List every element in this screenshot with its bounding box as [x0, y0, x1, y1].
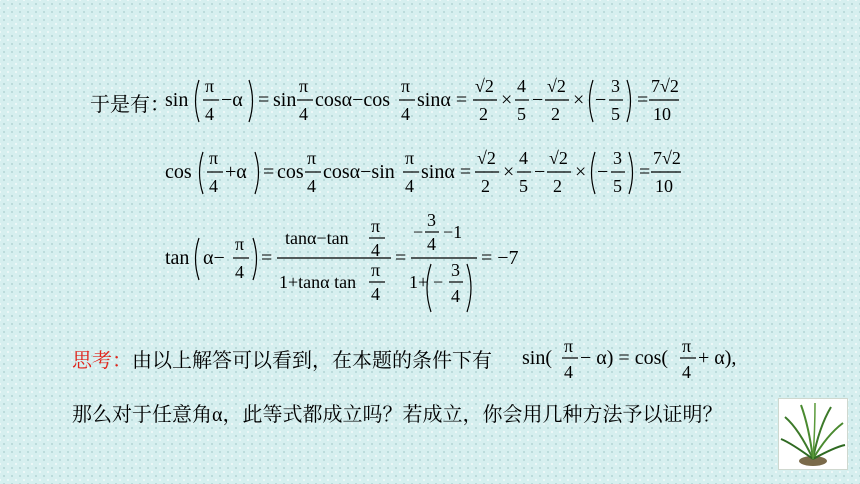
- eq1-pi3: π: [401, 76, 411, 96]
- svg-text:10: 10: [655, 176, 673, 196]
- svg-text:cosα−cos: cosα−cos: [315, 89, 391, 111]
- think-line-2: 那么对于任意角α，此等式都成立吗？若成立，你会用几种方法予以证明？: [72, 404, 723, 426]
- intro-label: 于是有：: [90, 94, 170, 116]
- svg-text:sinα =: sinα =: [417, 89, 468, 111]
- eq3-minus-one: −1: [443, 222, 463, 242]
- svg-text:4: 4: [371, 240, 380, 260]
- eq1-sqrt2b: √2: [547, 76, 566, 96]
- svg-text:+α: +α: [225, 161, 247, 183]
- svg-text:4: 4: [517, 76, 526, 96]
- svg-text:√2: √2: [477, 148, 496, 168]
- svg-text:2: 2: [481, 176, 490, 196]
- svg-text:×: ×: [573, 89, 585, 111]
- eq3-denominator: 1+tanα tan: [279, 272, 357, 292]
- svg-text:5: 5: [519, 176, 528, 196]
- svg-text:−α: −α: [221, 89, 243, 111]
- eq3-one-plus: 1+: [409, 272, 429, 292]
- equation-tan: [165, 208, 545, 323]
- svg-text:=: =: [395, 247, 407, 269]
- svg-text:−: −: [595, 89, 607, 111]
- svg-text:π: π: [209, 148, 219, 168]
- svg-text:π: π: [307, 148, 317, 168]
- svg-text:5: 5: [613, 176, 622, 196]
- eq1-sin1: sin: [273, 89, 297, 111]
- svg-text:α−: α−: [203, 247, 225, 269]
- eq1-pi2: π: [299, 76, 309, 96]
- svg-text:π: π: [564, 336, 574, 356]
- think-formula: [522, 338, 752, 391]
- svg-text:4: 4: [519, 148, 528, 168]
- svg-text:×: ×: [503, 161, 515, 183]
- think-formula-right: + α),: [698, 347, 737, 369]
- svg-text:cosα−sin: cosα−sin: [323, 161, 395, 183]
- svg-text:=: =: [263, 161, 275, 183]
- svg-text:√2: √2: [549, 148, 568, 168]
- svg-text:3: 3: [451, 260, 460, 280]
- equation-cos: [165, 142, 705, 207]
- eq1-twob: 2: [551, 104, 560, 124]
- svg-text:×: ×: [501, 89, 513, 111]
- svg-text:π: π: [371, 216, 381, 236]
- eq1-four3: 4: [401, 104, 410, 124]
- svg-text:4: 4: [405, 176, 414, 196]
- svg-text:π: π: [682, 336, 692, 356]
- svg-text:tanα−tan: tanα−tan: [285, 228, 349, 248]
- svg-text:sinα =: sinα =: [421, 161, 472, 183]
- orchid-plant-image: [778, 398, 848, 470]
- svg-text:π: π: [405, 148, 415, 168]
- eq1-pi: π: [205, 76, 215, 96]
- svg-text:π: π: [235, 234, 245, 254]
- svg-text:=: =: [261, 247, 273, 269]
- eq1-two: 2: [479, 104, 488, 124]
- svg-text:=: =: [639, 161, 651, 183]
- svg-text:−: −: [413, 222, 424, 242]
- svg-text:−: −: [534, 161, 546, 183]
- eq1-result-den: 10: [653, 104, 671, 124]
- eq2-cos1: cos: [277, 161, 304, 183]
- svg-text:×: ×: [575, 161, 587, 183]
- svg-text:−: −: [433, 272, 444, 292]
- eq1-fiveb: 5: [611, 104, 620, 124]
- think-formula-mid: − α) = cos(: [580, 347, 669, 369]
- svg-text:3: 3: [427, 210, 436, 230]
- eq1-four2: 4: [299, 104, 308, 124]
- svg-text:4: 4: [564, 362, 573, 382]
- svg-text:4: 4: [427, 234, 436, 254]
- svg-text:4: 4: [235, 262, 244, 282]
- svg-text:−: −: [532, 89, 544, 111]
- think-formula-left: sin(: [522, 347, 552, 369]
- eq3-result: = −7: [481, 247, 519, 269]
- svg-text:π: π: [371, 260, 381, 280]
- svg-text:2: 2: [553, 176, 562, 196]
- eq1-sqrt2: √2: [475, 76, 494, 96]
- eq1-sin-fn: sin: [165, 89, 189, 111]
- eq1-five: 5: [517, 104, 526, 124]
- svg-text:4: 4: [682, 362, 691, 382]
- svg-text:−: −: [597, 161, 609, 183]
- think-text: 由以上解答可以看到，在本题的条件下有: [132, 350, 492, 372]
- think-label: 思考：: [72, 350, 132, 372]
- svg-text:4: 4: [371, 284, 380, 304]
- eq3-tan-fn: tan: [165, 247, 190, 269]
- svg-text:=: =: [637, 89, 649, 111]
- eq1-result-num: 7√2: [651, 76, 679, 96]
- svg-text:3: 3: [613, 148, 622, 168]
- svg-text:4: 4: [451, 286, 460, 306]
- eq2-cos-fn: cos: [165, 161, 192, 183]
- equation-sin: [165, 70, 705, 135]
- svg-text:7√2: 7√2: [653, 148, 681, 168]
- eq1-four: 4: [205, 104, 214, 124]
- think-line-1: [72, 344, 492, 373]
- eq1-three: 3: [611, 76, 620, 96]
- svg-text:4: 4: [307, 176, 316, 196]
- svg-text:4: 4: [209, 176, 218, 196]
- svg-text:=: =: [258, 89, 270, 111]
